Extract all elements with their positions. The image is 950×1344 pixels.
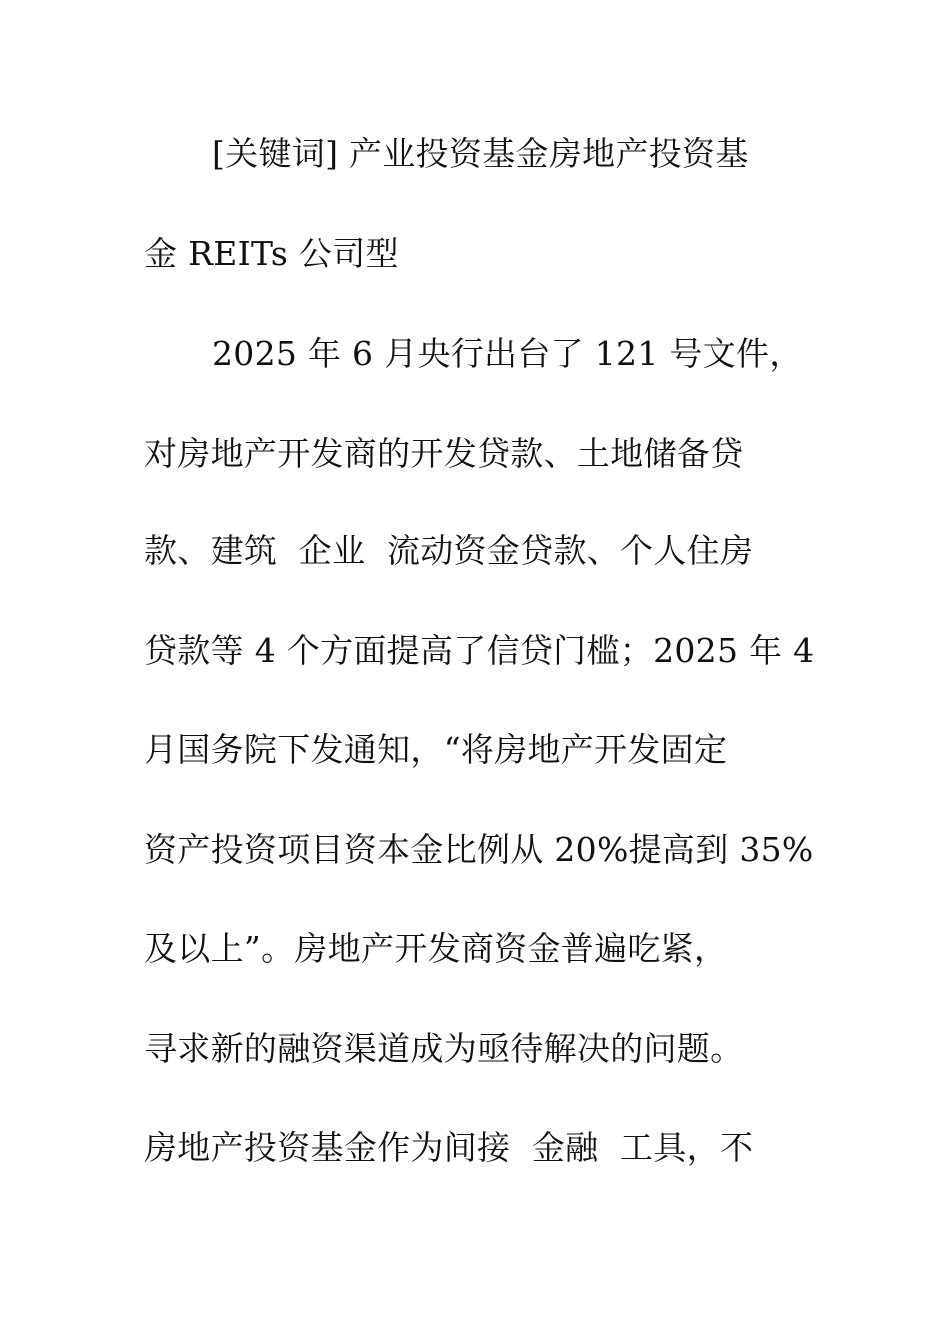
paragraph-line-4: 贷款等 4 个方面提高了信贷门槛；2025 年 4 [144, 631, 815, 670]
paragraph-line-5: 月国务院下发通知，“将房地产开发固定 [144, 730, 728, 769]
keywords-line-1: [关键词] 产业投资基金房地产投资基 [212, 134, 749, 173]
paragraph-line-7: 及以上”。房地产开发商资金普遍吃紧， [144, 929, 728, 968]
paragraph-line-6: 资产投资项目资本金比例从 20%提高到 35% [144, 830, 814, 869]
keywords-line-2: 金 REITs 公司型 [144, 234, 399, 273]
paragraph-line-2: 对房地产开发商的开发贷款、土地储备贷 [144, 434, 744, 473]
paragraph-line-9: 房地产投资基金作为间接 金融 工具，不 [144, 1128, 754, 1167]
paragraph-line-1: 2025 年 6 月央行出台了 121 号文件， [212, 334, 803, 373]
paragraph-line-3: 款、建筑 企业 流动资金贷款、个人住房 [144, 531, 754, 570]
paragraph-line-8: 寻求新的融资渠道成为亟待解决的问题。 [144, 1029, 744, 1068]
